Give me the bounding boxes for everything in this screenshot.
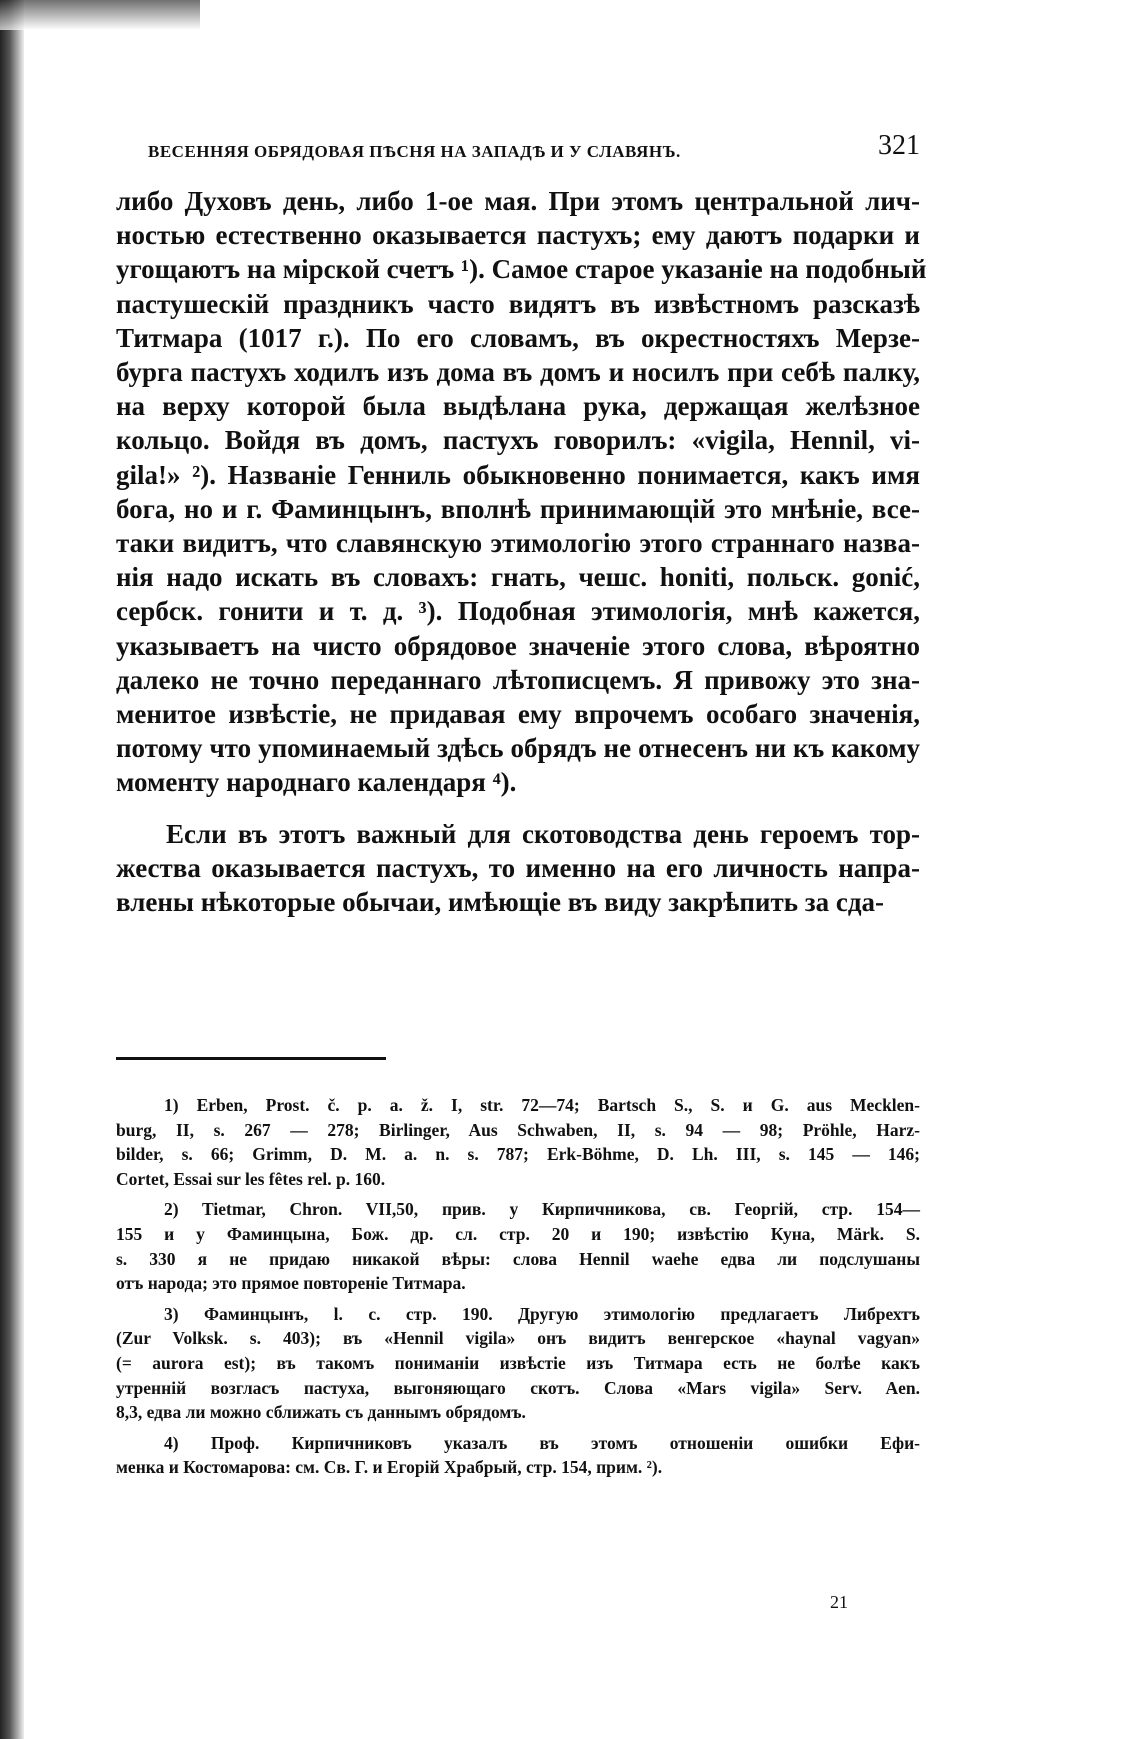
text-line: Титмара (1017 г.). По его словамъ, въ окрестностяхъ Мерзе- <box>116 322 920 353</box>
footnote-line: (= aurora est); въ такомъ пониманіи извѣстіе изъ Титмара есть не болѣе какъ <box>116 1352 920 1373</box>
footnote-line: burg, II, s. 267 — 278; Birlinger, Aus Schwaben, II, s. 94 — 98; Pröhle, Harz- <box>116 1119 920 1140</box>
text-line: таки видитъ, что славянскую этимологію этого страннаго назва- <box>116 528 920 559</box>
footnote-line: bilder, s. 66; Grimm, D. M. a. n. s. 787; Erk-Böhme, D. Lh. III, s. 145 — 146; <box>116 1144 920 1165</box>
page-number: 321 <box>878 130 920 161</box>
footnote-line: s. 330 я не придаю никакой вѣры: слова Hennil waehe едва ли подслушаны <box>116 1248 920 1269</box>
footnote-line: 4) Проф. Кирпичниковъ указалъ въ этомъ отношеніи ошибки Ефи- <box>164 1432 920 1453</box>
scan-edge-shadow <box>0 0 24 1739</box>
text-line: gila!» ²). Названіе Генниль обыкновенно понимается, какъ имя <box>116 459 920 490</box>
footnote-line: 8,3, едва ли можно сближать съ даннымъ обрядомъ. <box>116 1402 526 1423</box>
main-text <box>116 184 927 919</box>
text-line: Если въ этотъ важный для скотоводства день героемъ тор- <box>166 818 920 849</box>
text-line: либо Духовъ день, либо 1-ое мая. При этомъ центральной лич- <box>116 186 920 216</box>
footnote-line: утренній возгласъ пастуха, выгоняющаго скотъ. Слова «Mars vigila» Serv. Aen. <box>116 1377 920 1398</box>
text-line: потому что упоминаемый здѣсь обрядъ не отнесенъ ни къ какому <box>116 733 920 764</box>
footnotes <box>116 1093 920 1480</box>
text-line: на верху которой была выдѣлана рука, держащая желѣзное <box>116 391 920 422</box>
text-line: угощаютъ на мірской счетъ ¹). Самое старое указаніе на подобный <box>116 254 927 285</box>
text-line: жества оказывается пастухъ, то именно на его личность напра- <box>116 852 920 883</box>
footnote-line: (Zur Volksk. s. 403); въ «Hennil vigila» онъ видитъ венгерское «haynal vagyan» <box>116 1328 920 1349</box>
text-line: далеко не точно переданнаго лѣтописцемъ. Я привожу это зна- <box>116 664 920 695</box>
footnote-line: 1) Erben, Prost. č. p. a. ž. I, str. 72—74; Bartsch S., S. и G. aus Mecklen- <box>164 1095 920 1115</box>
text-line: влены нѣкоторые обычаи, имѣющіе въ виду закрѣпить за сда- <box>116 887 884 918</box>
text-line: пастушескій праздникъ часто видятъ въ извѣстномъ разсказѣ <box>116 288 920 319</box>
text-line: бурга пастухъ ходилъ изъ дома въ домъ и носилъ при себѣ палку, <box>116 357 920 388</box>
text-line: моменту народнаго календаря ⁴). <box>116 767 517 798</box>
text-line: кольцо. Войдя въ домъ, пастухъ говорилъ: «vigila, Hennil, vi- <box>116 425 920 456</box>
footnote-line: отъ народа; это прямое повтореніе Титмара. <box>116 1273 466 1294</box>
footnote-line: 155 и у Фаминцына, Бож. др. сл. стр. 20 и 190; извѣстію Куна, Märk. S. <box>116 1223 920 1244</box>
running-title: ВЕСЕННЯЯ ОБРЯДОВАЯ ПѢСНЯ НА ЗАПАДѢ И У СЛАВЯНЪ. <box>148 142 681 161</box>
footnote-line: менка и Костомарова: см. Св. Г. и Егорій Храбрый, стр. 154, прим. ²). <box>116 1457 663 1478</box>
text-line: сербск. гонити и т. д. ³). Подобная этимологія, мнѣ кажется, <box>116 596 920 627</box>
footnote-line: 3) Фаминцынъ, l. c. стр. 190. Другую этимологію предлагаетъ Либрехтъ <box>164 1303 920 1324</box>
footnote-line: Cortet, Essai sur les fêtes rel. p. 160. <box>116 1168 386 1189</box>
footnote-divider <box>116 1057 386 1060</box>
scan-corner-artifact <box>0 0 200 30</box>
text-line: менитое извѣстіе, не придавая ему впрочемъ особаго значенія, <box>116 699 920 730</box>
footnote-line: 2) Tietmar, Chron. VII,50, прив. у Кирпичникова, св. Георгій, стр. 154— <box>164 1199 920 1220</box>
text-line: указываетъ на чисто обрядовое значеніе этого слова, вѣроятно <box>116 630 920 661</box>
text-line: бога, но и г. Фаминцынъ, вполнѣ принимающій это мнѣніе, все- <box>116 493 920 524</box>
text-line: ностью естественно оказывается пастухъ; ему даютъ подарки и <box>116 220 920 251</box>
signature-mark: 21 <box>830 1592 848 1612</box>
text-line: нія надо искать въ словахъ: гнать, чешс. honiti, польск. gonić, <box>116 562 920 593</box>
page-header <box>148 130 920 166</box>
